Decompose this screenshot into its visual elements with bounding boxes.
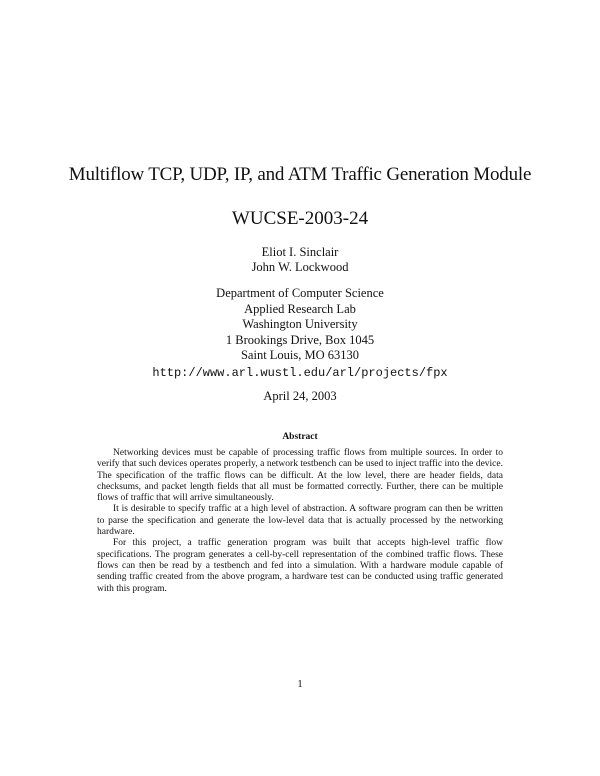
paper-date: April 24, 2003	[263, 389, 337, 403]
abstract-paragraph: It is desirable to specify traffic at a high level of abstraction. A software program can then be written to parse the specification and generate the low-level data that is actually processed by the networking hardware.	[97, 504, 503, 538]
author-list	[0, 245, 600, 275]
abstract-heading: Abstract	[282, 432, 318, 442]
affiliation-line: Department of Computer Science	[216, 286, 384, 300]
project-url[interactable]: http://www.arl.wustl.edu/arl/projects/fpx	[152, 366, 448, 380]
author-name: Eliot I. Sinclair	[261, 245, 339, 259]
affiliation-line: Washington University	[242, 317, 358, 331]
report-id: WUCSE-2003-24	[231, 208, 369, 229]
page-number: 1	[297, 678, 303, 690]
abstract-body	[97, 448, 503, 595]
affiliation-block	[0, 286, 600, 364]
paper-title: Multiflow TCP, UDP, IP, and ATM Traffic Generation Module	[68, 164, 532, 185]
author-name: John W. Lockwood	[251, 260, 349, 274]
affiliation-line: Applied Research Lab	[244, 301, 356, 316]
abstract-paragraph: For this project, a traffic generation program was built that accepts high-level traffic flow specifications. The program generates a cell-by-cell representation of the combined traffic flows. These flows can then be read by a testbench and fed into a simulation. With a hardware module capable of sending traffic created from the above program, a hardware test can be conducted using traffic generated with this program.	[97, 538, 503, 594]
abstract-paragraph: Networking devices must be capable of processing traffic flows from multiple sources. In order to verify that such devices operates properly, a network testbench can be used to inject traffic into the device. The specification of the traffic flows can be difficult. At the low level, there are header fields, data checksums, and packet length fields that all must be formatted correctly. Further, there can be multiple flows of traffic that will arrive simultaneously.	[97, 448, 503, 504]
affiliation-line: Saint Louis, MO 63130	[240, 348, 360, 362]
affiliation-line: 1 Brookings Drive, Box 1045	[225, 332, 375, 347]
